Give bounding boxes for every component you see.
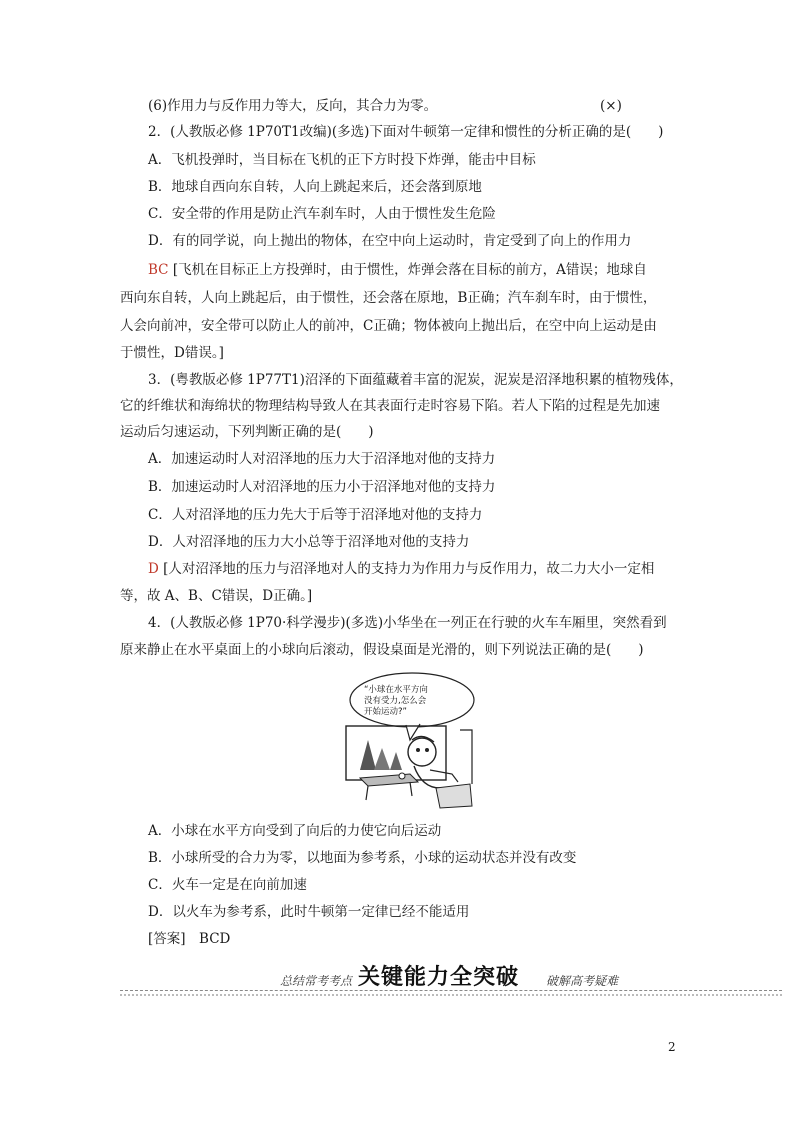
q2-explanation-4: 于惯性，D错误。] (120, 345, 224, 361)
statement-6 (148, 96, 437, 116)
question-4-stem-1: 4．(人教版必修 1P70·科学漫步)(多选)小华坐在一列正在行驶的火车车厢里，突然看到 (148, 615, 667, 631)
cartoon-illustration (340, 670, 480, 810)
question-3-stem-3: 运动后匀速运动，下列判断正确的是( ) (120, 424, 374, 440)
bubble-line-2: 没有受力,怎么会 (364, 696, 427, 706)
q4-option-c: C．火车一定是在向前加速 (148, 877, 307, 893)
question-3-stem-2: 它的纤维状和海绵状的物理结构导致人在其表面行走时容易下陷。若人下陷的过程是先加速 (120, 398, 660, 414)
q2-explanation-2: 西向东自转，人向上跳起后，由于惯性，还会落在原地，B正确；汽车刹车时，由于惯性， (120, 290, 657, 306)
banner-divider-dotted (120, 994, 782, 996)
q2-explanation-1 (148, 260, 647, 280)
q4-answer: [答案] BCD (148, 931, 231, 947)
banner-right-text: 破解高考疑难 (546, 974, 619, 988)
q2-answer: BC (148, 262, 169, 278)
q3-explanation-1 (148, 559, 654, 579)
bubble-line-3: 开始运动?” (364, 707, 407, 717)
q3-option-c: C．人对沼泽地的压力先大于后等于沼泽地对他的支持力 (148, 507, 483, 523)
q3-option-d: D．人对沼泽地的压力大小总等于沼泽地对他的支持力 (148, 534, 470, 550)
q2-option-c: C．安全带的作用是防止汽车刹车时，人由于惯性发生危险 (148, 206, 496, 222)
explanation-text: [人对沼泽地的压力与沼泽地对人的支持力为作用力与反作用力，故二力大小一定相 (163, 561, 655, 577)
section-banner (120, 958, 782, 998)
banner-divider (120, 990, 782, 991)
question-2-stem: 2．(人教版必修 1P70T1改编)(多选)下面对牛顿第一定律和惯性的分析正确的是( ) (148, 124, 664, 140)
q3-answer: D (148, 561, 159, 577)
question-3-stem-1: 3．(粤教版必修 1P77T1)沼泽的下面蕴藏着丰富的泥炭，泥炭是沼泽地积累的植物残体， (148, 372, 683, 388)
q2-option-b: B．地球自西向东自转，人向上跳起来后，还会落到原地 (148, 179, 482, 195)
q2-explanation-3: 人会向前冲，安全带可以防止人的前冲，C正确；物体被向上抛出后，在空中向上运动是由 (120, 318, 657, 334)
banner-left-text: 总结常考考点 (280, 974, 353, 988)
judgement-mark: (×) (600, 98, 622, 114)
q3-option-a: A．加速运动时人对沼泽地的压力大于沼泽地对他的支持力 (148, 451, 496, 467)
bubble-line-1: “小球在水平方向 (364, 685, 428, 695)
q4-option-d: D．以火车为参考系，此时牛顿第一定律已经不能适用 (148, 904, 470, 920)
question-4-stem-2: 原来静止在水平桌面上的小球向后滚动，假设桌面是光滑的，则下列说法正确的是( ) (120, 642, 644, 658)
q4-option-a: A．小球在水平方向受到了向后的力使它向后运动 (148, 823, 442, 839)
q3-explanation-2: 等，故 A、B、C错误，D正确。] (120, 588, 313, 604)
q2-option-a: A．飞机投弹时，当目标在飞机的正下方时投下炸弹，能击中目标 (148, 152, 536, 168)
banner-title: 关键能力全突破 (358, 965, 520, 990)
q4-option-b: B．小球所受的合力为零，以地面为参考系，小球的运动状态并没有改变 (148, 850, 577, 866)
statement-text: (6)作用力与反作用力等大，反向，其合力为零。 (148, 98, 438, 114)
q3-option-b: B．加速运动时人对沼泽地的压力小于沼泽地对他的支持力 (148, 479, 496, 495)
q2-option-d: D．有的同学说，向上抛出的物体，在空中向上运动时，肯定受到了向上的作用力 (148, 233, 632, 249)
explanation-text: [飞机在目标正上方投弹时，由于惯性，炸弹会落在目标的前方，A错误；地球自 (172, 262, 647, 278)
page-number: 2 (668, 1040, 676, 1054)
student-train-cartoon (340, 670, 480, 810)
